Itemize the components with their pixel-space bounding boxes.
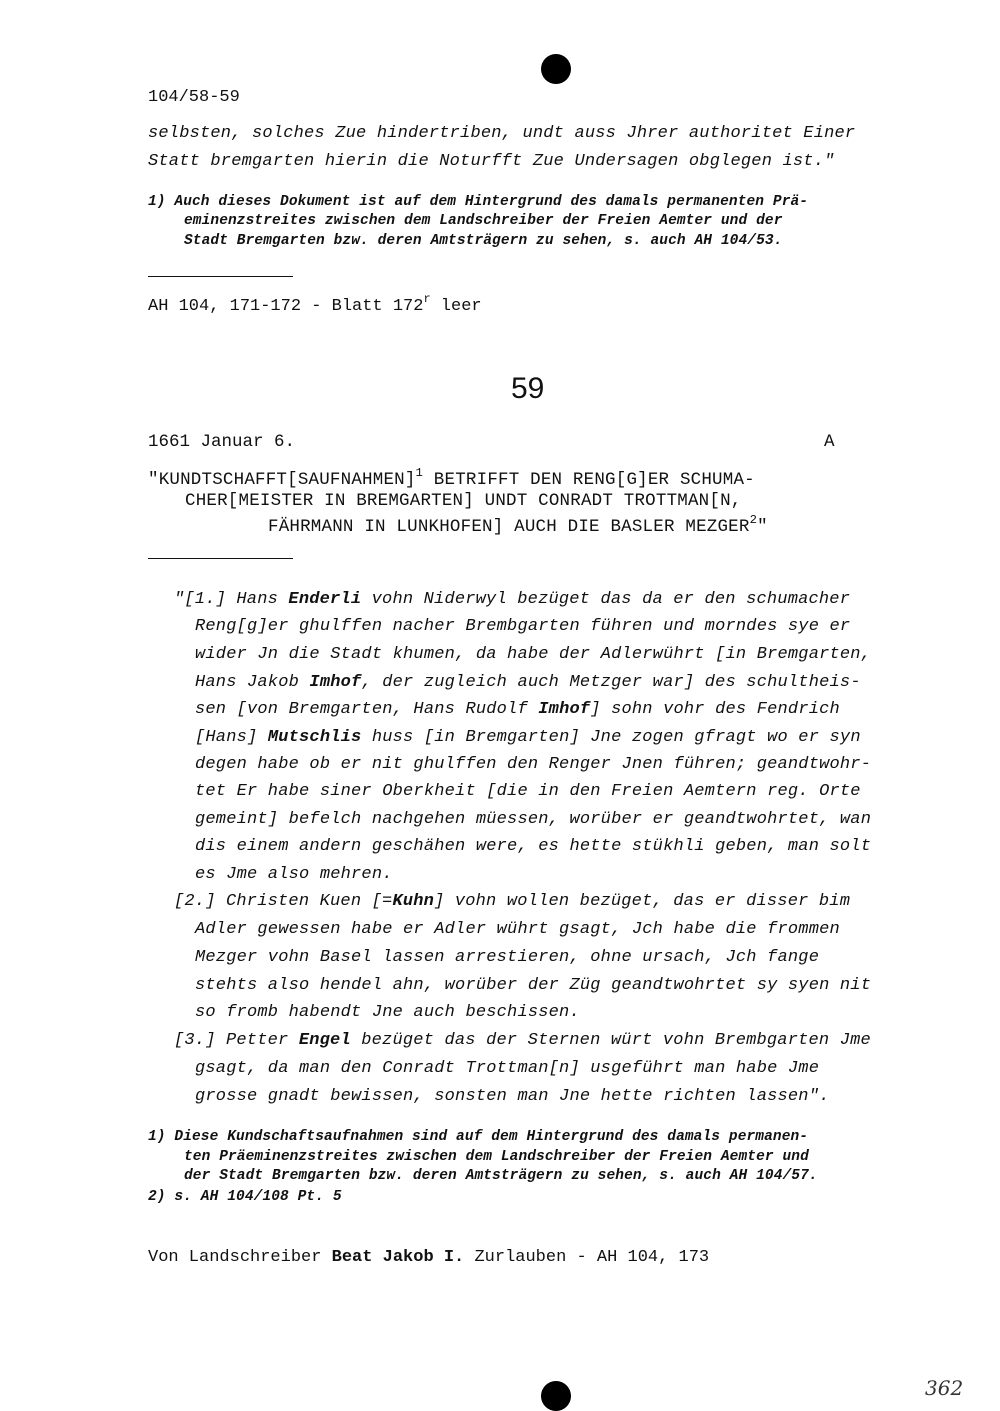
prev-text-line: selbsten, solches Zue hindertriben, undt auss Jhrer authoritet Einer — [148, 124, 856, 143]
text: Zurlauben - AH 104, 173 — [464, 1248, 710, 1267]
paragraph-1-line: wider Jn die Stadt khumen, da habe der Adlerwührt [in Bremgarten, — [195, 645, 872, 664]
paragraph-2-line: Mezger vohn Basel lassen arrestieren, ohne ursach, Jch fange — [195, 948, 820, 967]
document-title-line3 — [268, 513, 768, 537]
footnote-2: 2) s. AH 104/108 Pt. 5 — [148, 1189, 342, 1205]
text: [3.] Petter — [174, 1031, 299, 1050]
title-text: FÄHRMANN IN LUNKHOFEN] AUCH DIE BASLER MEZGER — [268, 517, 750, 537]
person-name: Kuhn — [392, 892, 435, 911]
paragraph-1-line: dis einem andern geschähen were, es hette stükhli geben, man solt — [195, 837, 872, 856]
paragraph-1-line: tet Er habe siner Oberkheit [die in den Freien Aemtern reg. Orte — [195, 782, 861, 801]
source-line — [148, 292, 482, 316]
prev-footnote-line: eminenzstreites zwischen dem Landschreiber der Freien Aemter und der — [184, 213, 783, 229]
text: huss [in Bremgarten] Jne zogen gfragt wo er syn — [361, 728, 861, 747]
source-line-left: AH 104, 171-172 - Blatt 172 — [148, 297, 424, 316]
document-title-line1 — [148, 466, 755, 490]
punch-hole-top — [541, 54, 571, 84]
paragraph-1-line: gemeint] befelch nachgehen müessen, worüber er geandtwohrtet, wan — [195, 810, 872, 829]
text: , der zugleich auch Metzger war] des schultheis- — [361, 673, 861, 692]
paragraph-1-line — [195, 673, 861, 692]
text: ] vohn wollen bezüget, das er disser bim — [434, 892, 851, 911]
source-line-sup: r — [423, 292, 431, 306]
title-text: BETRIFFT DEN RENG[G]ER SCHUMA- — [423, 470, 755, 490]
text: vohn Niderwyl bezüget das da er den schumacher — [361, 590, 851, 609]
document-letter: A — [824, 432, 835, 452]
paragraph-2-line: stehts also hendel ahn, worüber der Züg geandtwohrtet sy syen nit — [195, 976, 872, 995]
document-date: 1661 Januar 6. — [148, 432, 296, 452]
source-line-right: leer — [430, 297, 482, 316]
punch-hole-bottom — [541, 1381, 571, 1411]
text: bezüget das der Sternen würt vohn Brembgarten Jme — [350, 1031, 871, 1050]
paragraph-1-line: degen habe ob er nit ghulffen den Renger Jnen führen; geandtwohr- — [195, 755, 872, 774]
paragraph-1-line: es Jme also mehren. — [195, 865, 393, 884]
paragraph-2-line: Adler gewessen habe er Adler wührt gsagt, Jch habe die frommen — [195, 920, 840, 939]
paragraph-3-line: grosse gnadt bewissen, sonsten man Jne hette richten lassen". — [195, 1087, 830, 1106]
separator-rule — [148, 276, 293, 277]
footnote-1-line: 1) Diese Kundschaftsaufnahmen sind auf dem Hintergrund des damals permanen- — [148, 1129, 809, 1145]
text: sen [von Bremgarten, Hans Rudolf — [195, 700, 539, 719]
handwritten-page-number: 362 — [925, 1376, 964, 1400]
text: ] sohn vohr des Fendrich — [590, 700, 840, 719]
paragraph-1-line — [195, 700, 840, 719]
document-title-line2: CHER[MEISTER IN BREMGARTEN] UNDT CONRADT TROTTMAN[N, — [185, 491, 742, 511]
title-footnote-ref: 1 — [415, 466, 424, 480]
paragraph-2-line: so fromb habendt Jne auch beschissen. — [195, 1003, 580, 1022]
prev-footnote-line: Stadt Bremgarten bzw. deren Amtsträgern zu sehen, s. auch AH 104/53. — [184, 233, 783, 249]
text: [Hans] — [195, 728, 268, 747]
title-footnote-ref: 2 — [749, 513, 758, 527]
person-name: Mutschlis — [267, 728, 362, 747]
footnote-1-line: der Stadt Bremgarten bzw. deren Amtsträgern zu sehen, s. auch AH 104/57. — [184, 1168, 818, 1184]
person-name: Engel — [298, 1031, 351, 1050]
text: "[1.] Hans — [174, 590, 289, 609]
separator-rule — [148, 558, 293, 559]
person-name: Imhof — [538, 700, 591, 719]
paragraph-3-line: gsagt, da man den Conradt Trottman[n] usgeführt man habe Jme — [195, 1059, 820, 1078]
paragraph-3-line — [174, 1031, 871, 1050]
person-name: Enderli — [288, 590, 362, 609]
paragraph-2-line — [174, 892, 850, 911]
person-name: Imhof — [309, 673, 362, 692]
prev-footnote-line: 1) Auch dieses Dokument ist auf dem Hintergrund des damals permanenten Prä- — [148, 194, 809, 210]
document-reference: 104/58-59 — [148, 88, 240, 107]
text: Hans Jakob — [195, 673, 310, 692]
title-text: "KUNDTSCHAFFT[SAUFNAHMEN] — [148, 470, 416, 490]
paragraph-1-line — [195, 728, 861, 747]
prev-text-line: Statt bremgarten hierin die Noturfft Zue Undersagen obglegen ist." — [148, 152, 835, 171]
title-text: " — [757, 517, 768, 537]
text: [2.] Christen Kuen [= — [174, 892, 393, 911]
document-number: 59 — [511, 372, 545, 405]
footnote-1-line: ten Präeminenzstreites zwischen dem Landschreiber der Freien Aemter und — [184, 1149, 809, 1165]
person-name: Beat Jakob I. — [331, 1248, 465, 1267]
text: Von Landschreiber — [148, 1248, 332, 1267]
footer-attribution — [148, 1248, 709, 1267]
paragraph-1-line: Reng[g]er ghulffen nacher Brembgarten führen und morndes sye er — [195, 617, 851, 636]
paragraph-1-line — [174, 590, 850, 609]
